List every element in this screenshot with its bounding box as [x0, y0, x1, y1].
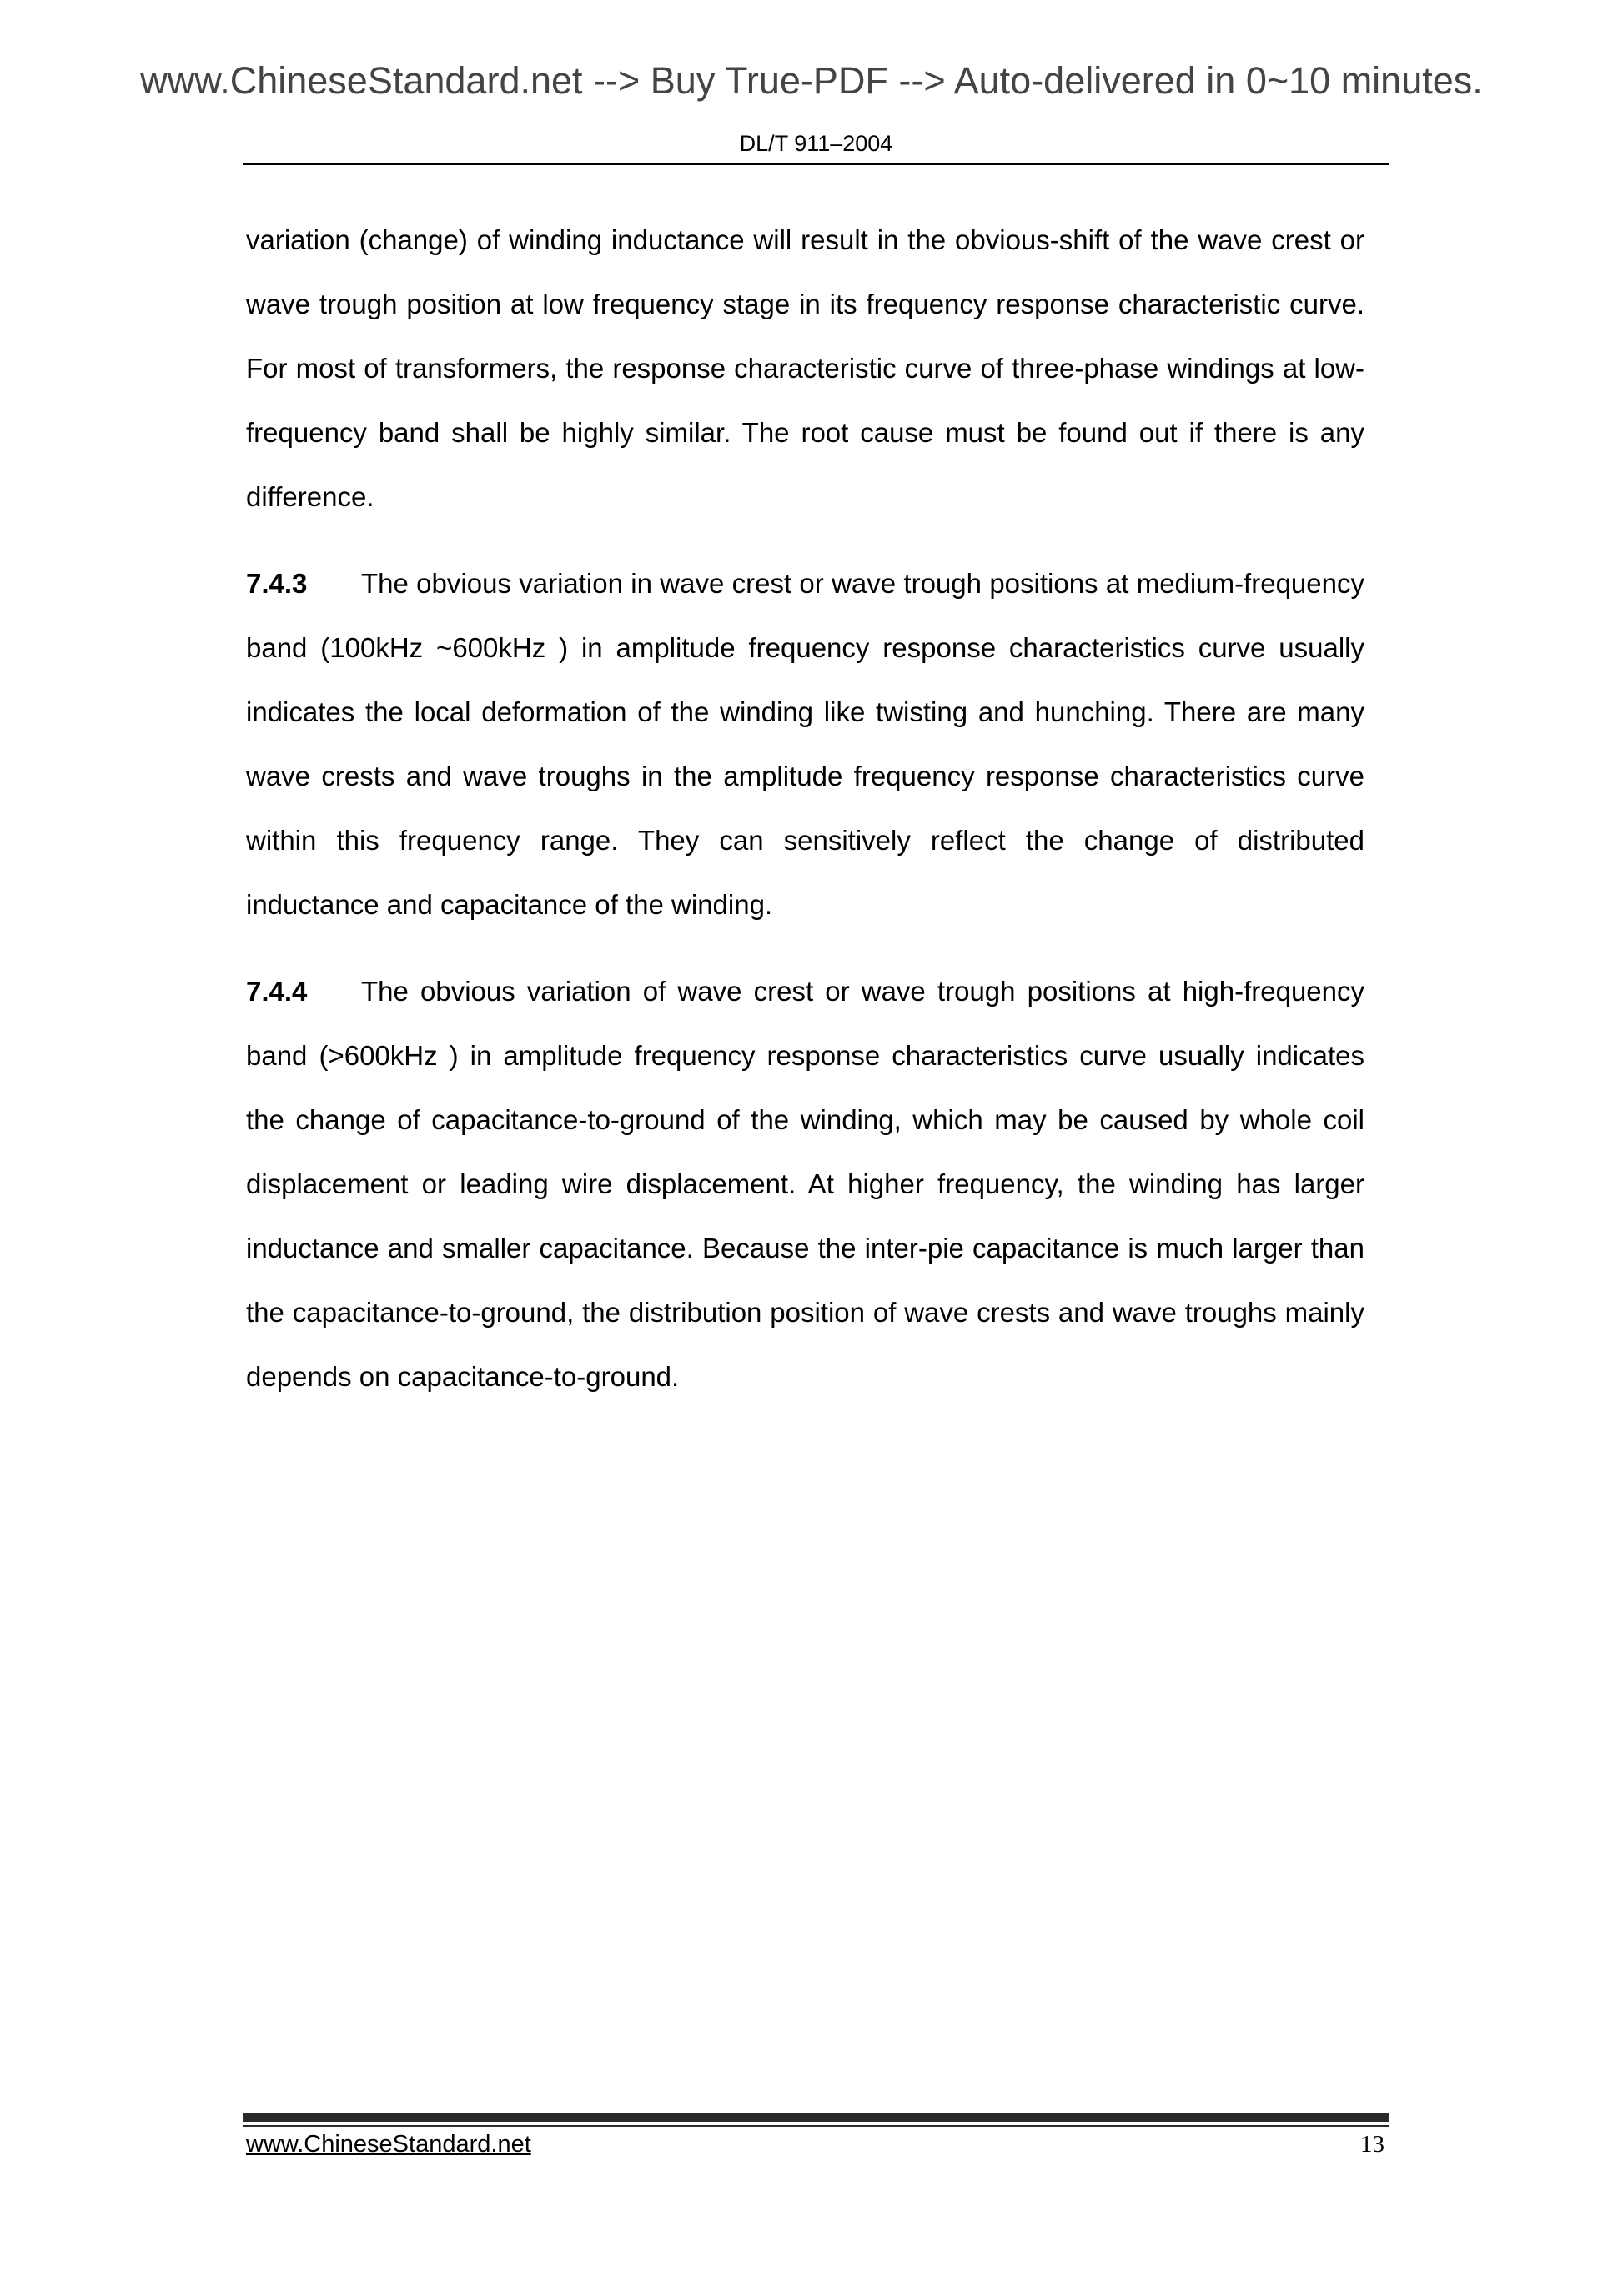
promo-banner[interactable]: www.ChineseStandard.net --> Buy True-PDF --> Auto-delivered in 0~10 minutes.: [140, 59, 1483, 102]
clause-text: The obvious variation of wave crest or wave trough positions at high-frequency band (>600kHz ) in amplitude frequency response characteristics curve usually indicates the change of capacitance-to-ground of the winding, which may be caused by whole coil displacement or leading wire displacement. At higher frequency, the winding has larger inductance and smaller capacitance. Because the inter-pie capacitance is much larger than the capacitance-to-ground, the distribution position of wave crests and wave troughs mainly depends on capacitance-to-ground.: [246, 976, 1364, 1392]
footer-divider-thick: [243, 2113, 1389, 2122]
clause-number: 7.4.3: [246, 568, 308, 599]
clause-number: 7.4.4: [246, 976, 308, 1007]
clause-text: The obvious variation in wave crest or wave trough positions at medium-frequency band (100kHz ~600kHz ) in amplitude frequency response characteristics curve usually indicates the local deformation of the winding like twisting and hunching. There are many wave crests and wave troughs in the amplitude frequency response characteristics curve within this frequency range. They can sensitively reflect the change of distributed inductance and capacitance of the winding.: [246, 568, 1364, 920]
page-body: [246, 208, 1364, 1409]
header-divider: [243, 163, 1389, 165]
page-number: 13: [1360, 2131, 1384, 2158]
document-code-header: DL/T 911–2004: [739, 131, 893, 156]
clause-7-4-4: [246, 959, 1364, 1409]
clause-7-4-3: [246, 551, 1364, 937]
footer-website-link[interactable]: www.ChineseStandard.net: [246, 2131, 531, 2158]
footer-divider-thin: [243, 2125, 1389, 2127]
intro-paragraph: variation (change) of winding inductance will result in the obvious-shift of the wave crest or wave trough position at low frequency stage in its frequency response characteristic curve. For most of transformers, the response characteristic curve of three-phase windings at low-frequency band shall be highly similar. The root cause must be found out if there is any difference.: [246, 224, 1364, 512]
